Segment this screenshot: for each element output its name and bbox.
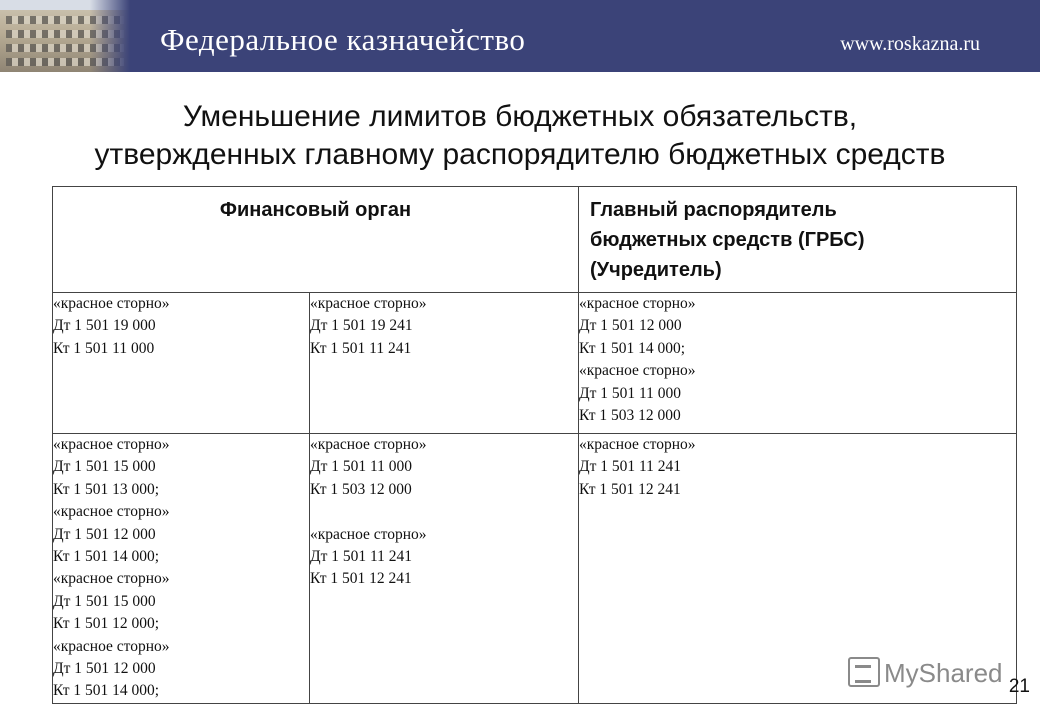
entry-line: Дт 1 501 19 000: [53, 317, 156, 335]
table-header-row: [53, 187, 1017, 293]
entry-line: «красное сторно»: [53, 503, 170, 521]
slide-title-line-2: утвержденных главному распорядителю бюджетных средств: [94, 138, 946, 171]
entry-line: Дт 1 501 11 241: [579, 458, 682, 476]
entry-line: Кт 1 503 12 000: [579, 407, 681, 425]
table-cell: [310, 293, 579, 434]
entry-line: Кт 1 501 14 000;: [53, 682, 160, 700]
myshared-logo-icon: [848, 657, 880, 687]
header-grbs: Главный распорядитель бюджетных средств (ГРБС) (Учредитель): [579, 187, 1017, 293]
entry-line: «красное сторно»: [53, 637, 170, 655]
entry-line: «красное сторно»: [53, 436, 170, 453]
entry-line: «красное сторно»: [310, 436, 427, 453]
entry-line: Кт 1 501 12 000;: [53, 615, 160, 633]
entry-line: Дт 1 501 12 000: [579, 317, 682, 335]
entry-line: Кт 1 503 12 000: [310, 480, 412, 498]
slide-title-line-1: Уменьшение лимитов бюджетных обязательств,: [182, 100, 858, 133]
entry-line: «красное сторно»: [53, 295, 170, 312]
header-finance-body: Финансовый орган: [53, 187, 579, 293]
watermark: MyShared: [848, 657, 1003, 689]
table-cell: [53, 434, 310, 704]
entry-line: Кт 1 501 12 241: [579, 480, 681, 498]
entry-line: «красное сторно»: [579, 295, 696, 312]
entry-line: Дт 1 501 15 000: [53, 592, 156, 610]
entry-line: Дт 1 501 11 241: [310, 548, 413, 566]
entry-line: Дт 1 501 12 000: [53, 660, 156, 678]
entry-line: Дт 1 501 12 000: [53, 525, 156, 543]
table-cell: [310, 434, 579, 704]
entry-line: Дт 1 501 19 241: [310, 317, 413, 335]
table-cell: [579, 293, 1017, 434]
building-photo: [0, 0, 130, 72]
entry-line: Кт 1 501 11 241: [310, 339, 412, 357]
entry-line: «красное сторно»: [579, 436, 696, 453]
table-cell: [53, 293, 310, 434]
entry-line: Дт 1 501 11 000: [310, 458, 413, 476]
entry-line: «красное сторно»: [310, 295, 427, 312]
entry-line: «красное сторно»: [53, 570, 170, 588]
header-banner: [0, 0, 1040, 72]
entry-line: Дт 1 501 15 000: [53, 458, 156, 476]
table-row: [53, 293, 1017, 434]
org-name: Федеральное казначейство: [160, 22, 526, 57]
entry-line: «красное сторно»: [310, 525, 427, 543]
slide-title: [20, 98, 1020, 174]
entry-line: [310, 501, 578, 523]
entry-line: Кт 1 501 12 241: [310, 570, 412, 588]
entries-table: [52, 186, 1017, 704]
entry-line: Кт 1 501 14 000;: [579, 339, 686, 357]
entry-line: Дт 1 501 11 000: [579, 384, 682, 402]
entry-line: «красное сторно»: [579, 362, 696, 380]
entry-line: Кт 1 501 11 000: [53, 339, 155, 357]
site-url: www.roskazna.ru: [840, 33, 980, 55]
entry-line: Кт 1 501 14 000;: [53, 548, 160, 566]
slide-number: 21: [1008, 676, 1030, 697]
entry-line: Кт 1 501 13 000;: [53, 480, 160, 498]
